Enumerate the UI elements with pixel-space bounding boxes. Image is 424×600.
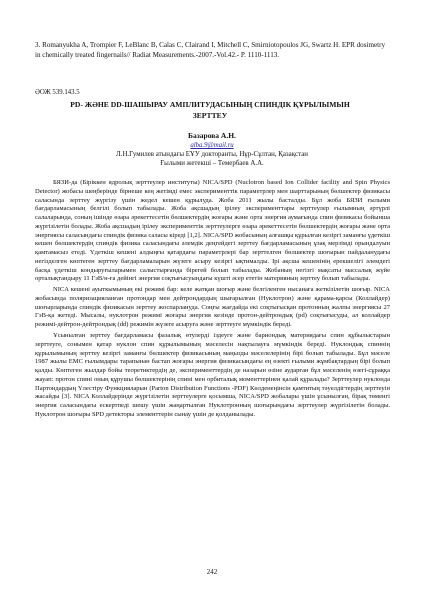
article-title: [35, 100, 385, 121]
body-paragraph: БЯЗИ-да (Біріккен ядролық зерттеулер институты) NICA/SPD (Nuclotron based Ion Collider facility and Spin Physics Detector) жобасы шеңберінде бірнеше кең жетімді емес эксперименттік параметрлер мен шарттарының бөлшектер физикасы саласында зерттеу жүргізу үшін жедел кешен құрылуда. Жоба 2011 жылы басталды. Бұл жоба БЯЗИ ғылыми бағдарламасының белгілі болып табылады. Жоба ақсшадың ірілеу эксперименттары зерттеулер ғылымның әртүрлі салаларында, соның ішінде өзара әрекеттесетін бөлшектердің жоғары және орта энергия аумағында спин физикасы бойынша жүргізілетін болады. Жоба ақсшадың ірілеу эксперименттік зерттеулерге өзара әрекеттесетін бөлшектердің жоғары және орта энергиясы саласындағы спиндік физика саласы кіреді [1,2]. NICA/SPD жобасының алғашқы құрылған кезіргі заманғы үдеткіш кешен бөлшектердің спиндік физика саласындағы әлемдік деңгейдегі зерттеу бағдарламасының ұзақ мерзімді орындалуын қамтамасыз етеді. Үдеткіш кешені алдыңғы қатардағы параметрлері бар зерттелген бөлшектер шоғырын пайдаланудағы негізделген көптеген зерттеу бағдарламаларын жүзеге асыру кезіргі ықтималды. Ірі ақсша кешенінің ерекшелігі әлемдегі басқа үдеткіш кондыруғыларымен салыстырғанда бірегей болып табылады. Жобаның негізгі мақсаты массалық жүйе орталықтандыру 11 ГэВ/н-ға дейінгі энергия соқтығысуындағы күшті әсер ететін материяның зерттеу болып табылады.: [35, 179, 390, 283]
body-paragraph: Ұсынылған зерттеу бағдарламасы фазалық өтулерді іздеуге және бариондық материядағы спин құбылыстарын зерттеуге, сонымен қатар нуклон спин құрылымының мәселесін нақтылауға мүмкіндік береді. Нуклондық спиннің құрылымының зерттеу кезіргі заманғы бөлшектер физикасының маңызды мәселелерінің бірі болып табылады. Бұл мәселе 1987 жылы ЕМС ғылымдары тарапынан бастап жоғары энергия физикасындағы ең өзекті ғылыми жұмбақтардың бірі болып қалды. Көптеген жылдар бойы теоретиктердің де, эксперименттердің де назарын өзіне аударған бұл мәселенің өзегі-сұраққа жауап: протон спині оның құрушы бөлшектерінің спині мен орбиталық моменттерінен қалай құралады? Зерттеулер нуклонда Партондардың Үлестіру Функцияларын (Parton Distribution Functions -PDF) Көлденеңінсін қамтитың тәуелдігтердің зерттеуін жасайды [3]. NICA Коллайдерінде жүргізілетін зерттеулерге қосымша, NICA/SPD жобалары үшін ұсынылған, бірақ төменгі энергия саласындағы ескертпеді шешу үшін жаңартылған Нуклотронның шоғырындағы зерттеулер жүргізілетін болады. Нуклотрон шоғыры SPD детекторы элементтерін сынау үшін де қолданылады.: [35, 332, 390, 418]
article-body: [35, 179, 390, 422]
author-affiliation: Л.Н.Гумилев атындағы ЕҰУ докторанты, Нұр-Сұлтан, Қазақстан: [116, 151, 308, 158]
author-email-link[interactable]: alba.9@mail.ru: [190, 142, 234, 149]
page-number: 242: [206, 568, 218, 576]
title-line-2: ЗЕРТТЕУ: [192, 110, 228, 120]
udc-code: ӘОЖ 539.143.5: [35, 89, 80, 96]
supervisor-line: Ғылыми жетекші – Темербаев А.А.: [160, 160, 264, 167]
reference-entry: 3. Romanyukha A, Trompier F, LeBlanc B, Calas C, Clairand I, Mitchell C, Smirniotopoulos JG, Swartz H. EPR dosimetry in chemically treated fingernails// Radiat Measurements.-2007.-Vol.42.- P. 1110-1113.: [35, 41, 385, 60]
author-name: Базарова А.Н.: [188, 131, 236, 140]
body-paragraph: NICA кешені ауыткымының екі режимі бар: келе жатқан шоғыр және белгіленген нысанаға жеткізілетін шоғыр. NICA жобасында поляризацияланған протондар мен дейтрондардың шығарылған (Нуклотрон) және қарама-қарсы (Коллайдер) шоғырларында спиндік физикасын зерттеу жоспарлануда. Соңғы жағдайда екі соқтығысқан протонның жалпы энергиясы 27 ГэВ-қа жетеді. Мысалы, нуклотрон режимі жоғары энергия кезінде протон-дейтрондық (pd) соқтығысуды, ал коллайдер режимі-дейтрон-дейтрондық (dd) режимін жүзеге асыруға және зерттеуге мүмкіндік береді.: [35, 286, 390, 329]
title-line-1: PD- ЖӘНЕ DD-ШАШЫРАУ АМПЛИТУДАСЫНЫҢ СПИНДІК ҚҰРЫЛЫМЫН: [70, 100, 350, 109]
